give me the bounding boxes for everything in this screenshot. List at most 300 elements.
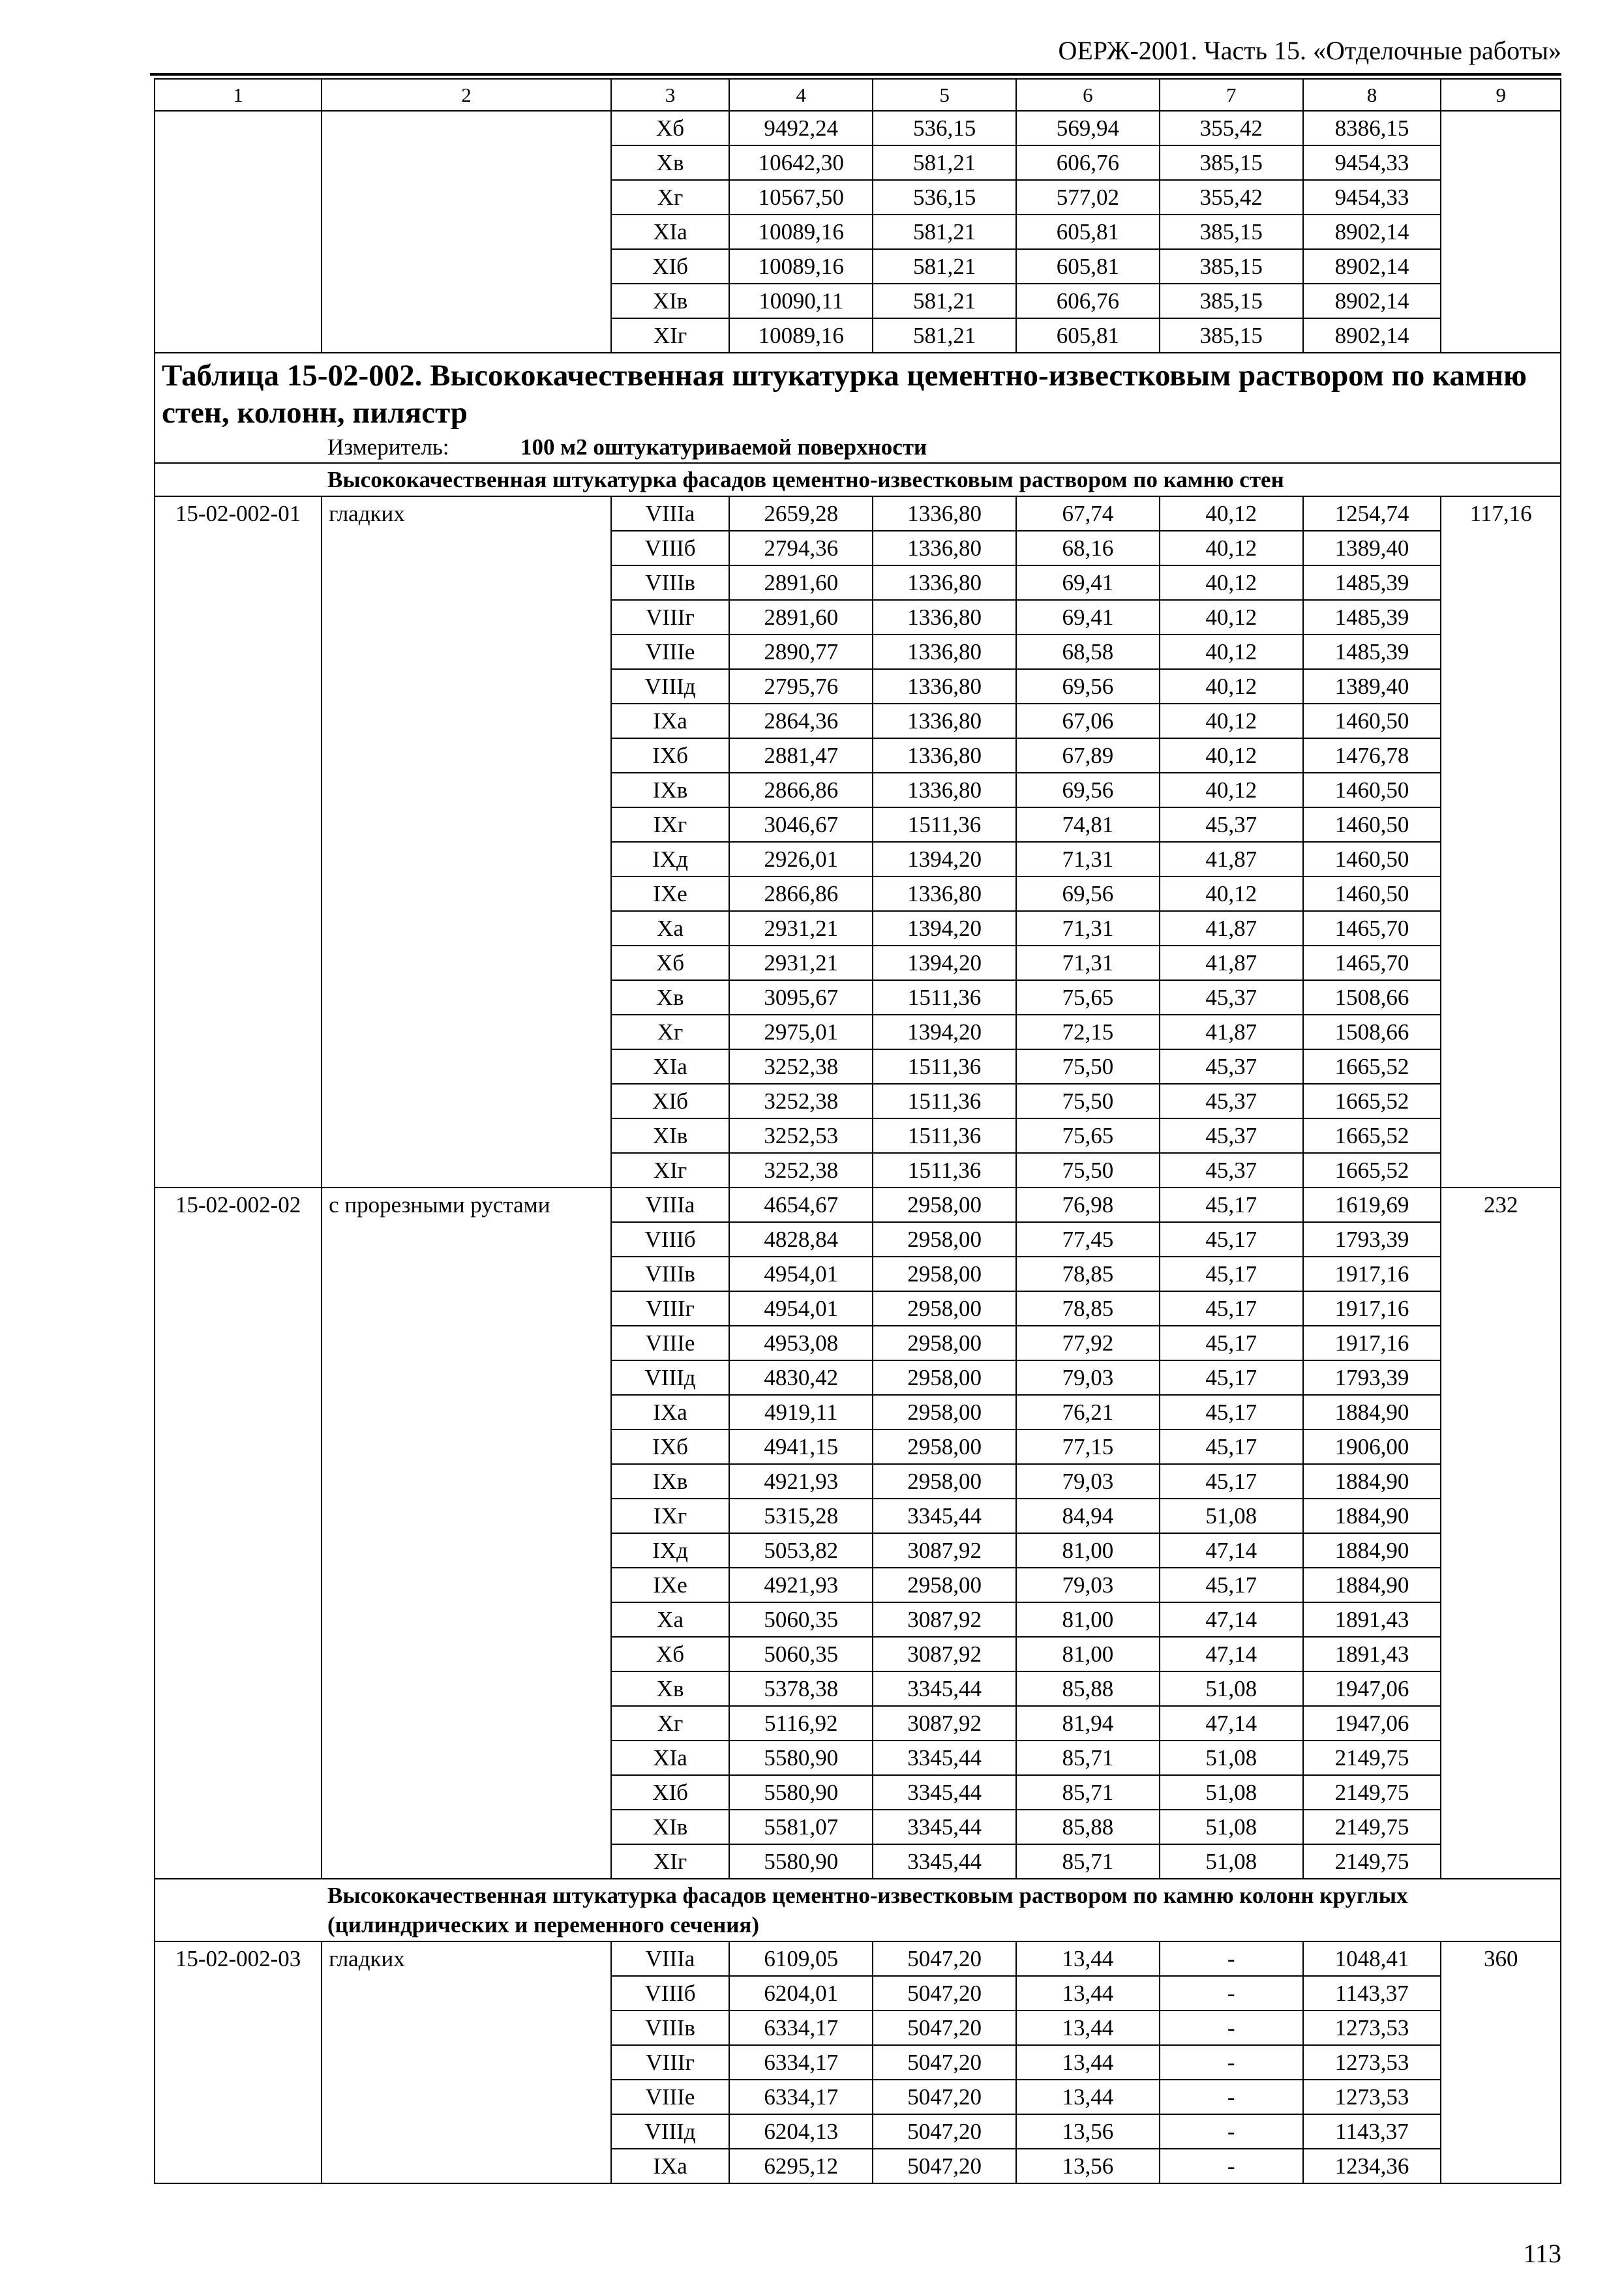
cell-district: VIIIв [611, 1257, 730, 1291]
cell-machine-costs: 71,31 [1016, 946, 1160, 980]
cell-materials: 1273,53 [1303, 2080, 1441, 2114]
cell-labor-wages: 1336,80 [873, 738, 1016, 773]
cell-labor-wages: 1511,36 [873, 1084, 1016, 1118]
cell-machine-costs: 76,21 [1016, 1395, 1160, 1429]
cell-machine-costs: 606,76 [1016, 284, 1160, 318]
cell-direct-costs: 2926,01 [729, 842, 873, 876]
cell-labor-wages: 2958,00 [873, 1464, 1016, 1499]
cell-materials: 8386,15 [1303, 111, 1441, 145]
cell-machine-costs: 78,85 [1016, 1291, 1160, 1326]
cell-materials: 1793,39 [1303, 1222, 1441, 1257]
cell-labor-wages: 1336,80 [873, 531, 1016, 565]
cell-materials: 1665,52 [1303, 1153, 1441, 1188]
cell-materials: 1665,52 [1303, 1049, 1441, 1084]
cell-district: Xб [611, 111, 730, 145]
cell-labor-wages: 2958,00 [873, 1222, 1016, 1257]
cell-machine-costs: 68,16 [1016, 531, 1160, 565]
cell-labor-wages: 2958,00 [873, 1429, 1016, 1464]
cell-machine-costs: 69,41 [1016, 565, 1160, 600]
cell-direct-costs: 4921,93 [729, 1568, 873, 1602]
cell-direct-costs: 5580,90 [729, 1775, 873, 1810]
cell-labor-wages: 5047,20 [873, 2149, 1016, 2183]
cell-district: IXе [611, 1568, 730, 1602]
cell-machinist-wages: 45,37 [1160, 1084, 1303, 1118]
cell-materials: 1048,41 [1303, 1941, 1441, 1976]
item-code: 15-02-002-03 [155, 1941, 322, 2183]
cell-materials: 1906,00 [1303, 1429, 1441, 1464]
cell-materials: 1460,50 [1303, 773, 1441, 807]
cell-machinist-wages: 40,12 [1160, 635, 1303, 669]
cell-machine-costs: 69,56 [1016, 669, 1160, 704]
cell-direct-costs: 4941,15 [729, 1429, 873, 1464]
cell-labor-wages: 1336,80 [873, 600, 1016, 635]
cell-machinist-wages: 40,12 [1160, 600, 1303, 635]
column-number: 4 [729, 79, 873, 111]
cell-direct-costs: 6334,17 [729, 2011, 873, 2045]
cell-direct-costs: 5060,35 [729, 1602, 873, 1637]
cell-machinist-wages: 47,14 [1160, 1533, 1303, 1568]
cell-direct-costs: 4953,08 [729, 1326, 873, 1360]
cell-labor-wages: 2958,00 [873, 1291, 1016, 1326]
cell-district: IXа [611, 1395, 730, 1429]
cell-direct-costs: 4954,01 [729, 1257, 873, 1291]
cell-materials: 1917,16 [1303, 1291, 1441, 1326]
cell-labor-wages: 2958,00 [873, 1395, 1016, 1429]
cell-machinist-wages: 40,12 [1160, 738, 1303, 773]
cell-machine-costs: 605,81 [1016, 318, 1160, 353]
cell-district: IXб [611, 1429, 730, 1464]
cell-direct-costs: 5581,07 [729, 1810, 873, 1844]
cell-machinist-wages: 45,17 [1160, 1326, 1303, 1360]
cell-labor-wages: 1394,20 [873, 946, 1016, 980]
cell-machine-costs: 85,71 [1016, 1775, 1160, 1810]
cell-direct-costs: 5060,35 [729, 1637, 873, 1671]
cell-labor-wages: 1394,20 [873, 842, 1016, 876]
cell-machine-costs: 67,06 [1016, 704, 1160, 738]
cell-district: XIа [611, 215, 730, 249]
cell-direct-costs: 4921,93 [729, 1464, 873, 1499]
cell-labor-wages: 1336,80 [873, 669, 1016, 704]
cell-code [155, 111, 322, 353]
measure-label: Измеритель: [327, 434, 449, 460]
cell-machinist-wages: 40,12 [1160, 565, 1303, 600]
cell-labor-wages: 581,21 [873, 284, 1016, 318]
cell-district: XIа [611, 1049, 730, 1084]
cell-district: VIIIг [611, 600, 730, 635]
cell-machine-costs: 577,02 [1016, 180, 1160, 215]
cell-materials: 1254,74 [1303, 496, 1441, 531]
cell-machinist-wages: 45,37 [1160, 1118, 1303, 1153]
cell-labor-wages: 1336,80 [873, 565, 1016, 600]
rates-table [154, 78, 1561, 2184]
cell-machinist-wages: 51,08 [1160, 1741, 1303, 1775]
measure-line [162, 434, 1554, 461]
cell-district: VIIIа [611, 1941, 730, 1976]
cell-district: IXг [611, 807, 730, 842]
cell-labor-wages: 3345,44 [873, 1844, 1016, 1879]
cell-machinist-wages: 45,17 [1160, 1360, 1303, 1395]
cell-district: XIб [611, 249, 730, 284]
item-name: гладких [322, 1941, 611, 2183]
column-number: 9 [1441, 79, 1561, 111]
cell-direct-costs: 6204,13 [729, 2114, 873, 2149]
cell-materials: 1619,69 [1303, 1188, 1441, 1222]
cell-direct-costs: 3095,67 [729, 980, 873, 1015]
cell-district: Xг [611, 180, 730, 215]
cell-direct-costs: 2866,86 [729, 773, 873, 807]
cell-machinist-wages: 45,17 [1160, 1257, 1303, 1291]
cell-materials: 1143,37 [1303, 2114, 1441, 2149]
cell-direct-costs: 2891,60 [729, 600, 873, 635]
cell-district: VIIIб [611, 531, 730, 565]
cell-labor-wages: 3087,92 [873, 1637, 1016, 1671]
cell-district: XIв [611, 1810, 730, 1844]
cell-machinist-wages: - [1160, 2080, 1303, 2114]
cell-district: XIа [611, 1741, 730, 1775]
cell-materials: 1465,70 [1303, 911, 1441, 946]
cell-machinist-wages: 385,15 [1160, 284, 1303, 318]
cell-district: Xг [611, 1015, 730, 1049]
cell-machine-costs: 85,71 [1016, 1844, 1160, 1879]
cell-labor-wages: 3087,92 [873, 1533, 1016, 1568]
cell-materials: 1485,39 [1303, 565, 1441, 600]
cell-machinist-wages: 355,42 [1160, 180, 1303, 215]
cell-labor-wages: 3087,92 [873, 1602, 1016, 1637]
cell-district: VIIIд [611, 1360, 730, 1395]
cell-materials: 1884,90 [1303, 1499, 1441, 1533]
cell-direct-costs: 5116,92 [729, 1706, 873, 1741]
cell-direct-costs: 2881,47 [729, 738, 873, 773]
cell-labor-wages: 3345,44 [873, 1775, 1016, 1810]
cell-district: IXд [611, 842, 730, 876]
cell-district: VIIIг [611, 1291, 730, 1326]
column-number: 3 [611, 79, 730, 111]
cell-materials: 1947,06 [1303, 1671, 1441, 1706]
cell-materials: 1476,78 [1303, 738, 1441, 773]
cell-materials: 1508,66 [1303, 980, 1441, 1015]
cell-machinist-wages: 51,08 [1160, 1775, 1303, 1810]
cell-labor-wages: 5047,20 [873, 2080, 1016, 2114]
cell-machine-costs: 76,98 [1016, 1188, 1160, 1222]
cell-direct-costs: 10090,11 [729, 284, 873, 318]
cell-machine-costs: 69,41 [1016, 600, 1160, 635]
cell-district: VIIIд [611, 669, 730, 704]
cell-direct-costs: 2975,01 [729, 1015, 873, 1049]
cell-direct-costs: 10089,16 [729, 215, 873, 249]
cell-district: IXв [611, 1464, 730, 1499]
cell-machinist-wages: 40,12 [1160, 876, 1303, 911]
table-row [155, 111, 1561, 145]
cell-direct-costs: 3046,67 [729, 807, 873, 842]
column-number: 2 [322, 79, 611, 111]
cell-machine-costs: 85,88 [1016, 1671, 1160, 1706]
cell-materials: 1485,39 [1303, 600, 1441, 635]
cell-labor-wages: 3345,44 [873, 1810, 1016, 1844]
cell-direct-costs: 5053,82 [729, 1533, 873, 1568]
table-row [155, 496, 1561, 531]
cell-district: XIг [611, 1844, 730, 1879]
cell-machinist-wages: - [1160, 1941, 1303, 1976]
cell-direct-costs: 2864,36 [729, 704, 873, 738]
cell-district: IXа [611, 2149, 730, 2183]
cell-district: VIIIа [611, 1188, 730, 1222]
cell-machinist-wages: 385,15 [1160, 249, 1303, 284]
cell-district: IXг [611, 1499, 730, 1533]
cell-machinist-wages: 385,15 [1160, 318, 1303, 353]
cell-materials: 8902,14 [1303, 284, 1441, 318]
cell-machinist-wages: 45,37 [1160, 807, 1303, 842]
cell-machine-costs: 69,56 [1016, 876, 1160, 911]
cell-labor-wages: 5047,20 [873, 1941, 1016, 1976]
cell-materials: 1460,50 [1303, 807, 1441, 842]
cell-name [322, 111, 611, 353]
section-heading: Высококачественная штукатурка фасадов цементно-известковым раствором по камню стен [155, 463, 1561, 496]
cell-district: XIг [611, 318, 730, 353]
cell-materials: 1884,90 [1303, 1533, 1441, 1568]
cell-materials: 1273,53 [1303, 2045, 1441, 2080]
cell-machinist-wages: 40,12 [1160, 704, 1303, 738]
cell-materials: 8902,14 [1303, 215, 1441, 249]
cell-materials: 1947,06 [1303, 1706, 1441, 1741]
cell-direct-costs: 6334,17 [729, 2080, 873, 2114]
cell-labor-wages: 3345,44 [873, 1671, 1016, 1706]
cell-labor-wages: 581,21 [873, 249, 1016, 284]
cell-machine-costs: 67,74 [1016, 496, 1160, 531]
cell-machinist-wages: - [1160, 2045, 1303, 2080]
cell-machine-costs: 69,56 [1016, 773, 1160, 807]
cell-machine-costs: 79,03 [1016, 1568, 1160, 1602]
cell-direct-costs: 10089,16 [729, 249, 873, 284]
cell-machinist-wages: 45,17 [1160, 1464, 1303, 1499]
cell-machine-costs: 71,31 [1016, 842, 1160, 876]
cell-machine-costs: 71,31 [1016, 911, 1160, 946]
page-header: ОЕРЖ-2001. Часть 15. «Отделочные работы» [1058, 36, 1561, 65]
cell-materials: 1917,16 [1303, 1257, 1441, 1291]
cell-district: XIг [611, 1153, 730, 1188]
cell-direct-costs: 5580,90 [729, 1741, 873, 1775]
cell-district: Xв [611, 1671, 730, 1706]
cell-machine-costs: 13,56 [1016, 2149, 1160, 2183]
cell-direct-costs: 2931,21 [729, 946, 873, 980]
cell-district: IXв [611, 773, 730, 807]
cell-machine-costs: 13,44 [1016, 2011, 1160, 2045]
cell-machinist-wages: 40,12 [1160, 496, 1303, 531]
cell-machine-costs: 74,81 [1016, 807, 1160, 842]
column-number: 8 [1303, 79, 1441, 111]
cell-machine-costs: 605,81 [1016, 215, 1160, 249]
cell-district: VIIIд [611, 2114, 730, 2149]
cell-direct-costs: 5315,28 [729, 1499, 873, 1533]
item-col9: 232 [1441, 1188, 1561, 1879]
cell-machine-costs: 75,50 [1016, 1049, 1160, 1084]
section-heading: Высококачественная штукатурка фасадов цементно-известковым раствором по камню колонн круглых (цилиндрических и переменного сечения) [155, 1879, 1561, 1941]
cell-labor-wages: 3345,44 [873, 1741, 1016, 1775]
cell-machine-costs: 81,94 [1016, 1706, 1160, 1741]
cell-machine-costs: 78,85 [1016, 1257, 1160, 1291]
cell-machinist-wages: 45,17 [1160, 1222, 1303, 1257]
cell-machine-costs: 85,88 [1016, 1810, 1160, 1844]
cell-direct-costs: 3252,38 [729, 1084, 873, 1118]
cell-machine-costs: 72,15 [1016, 1015, 1160, 1049]
cell-district: Xа [611, 911, 730, 946]
cell-direct-costs: 2891,60 [729, 565, 873, 600]
cell-materials: 1665,52 [1303, 1084, 1441, 1118]
cell-materials: 1891,43 [1303, 1637, 1441, 1671]
cell-labor-wages: 5047,20 [873, 2045, 1016, 2080]
cell-direct-costs: 2794,36 [729, 531, 873, 565]
cell-materials: 1793,39 [1303, 1360, 1441, 1395]
cell-district: VIIIв [611, 2011, 730, 2045]
cell-materials: 8902,14 [1303, 318, 1441, 353]
cell-labor-wages: 5047,20 [873, 2011, 1016, 2045]
cell-machine-costs: 77,15 [1016, 1429, 1160, 1464]
column-number: 6 [1016, 79, 1160, 111]
item-col9: 117,16 [1441, 496, 1561, 1188]
cell-machine-costs: 84,94 [1016, 1499, 1160, 1533]
cell-machinist-wages: 51,08 [1160, 1499, 1303, 1533]
column-number-row [155, 79, 1561, 111]
cell-direct-costs: 10567,50 [729, 180, 873, 215]
cell-direct-costs: 6295,12 [729, 2149, 873, 2183]
page-number: 113 [1523, 2239, 1561, 2268]
cell-machinist-wages: 41,87 [1160, 911, 1303, 946]
cell-labor-wages: 1511,36 [873, 807, 1016, 842]
table-title: Таблица 15-02-002. Высококачественная штукатурка цементно-известковым раствором по камню стен, колонн, пилястр [162, 359, 1527, 430]
cell-labor-wages: 1511,36 [873, 1153, 1016, 1188]
cell-district: Xв [611, 980, 730, 1015]
cell-machine-costs: 67,89 [1016, 738, 1160, 773]
cell-district: VIIIб [611, 1222, 730, 1257]
cell-materials: 1389,40 [1303, 669, 1441, 704]
cell-machinist-wages: 45,17 [1160, 1429, 1303, 1464]
cell-machine-costs: 13,44 [1016, 2045, 1160, 2080]
cell-district: VIIIб [611, 1976, 730, 2011]
cell-direct-costs: 5378,38 [729, 1671, 873, 1706]
cell-labor-wages: 3345,44 [873, 1499, 1016, 1533]
cell-labor-wages: 1511,36 [873, 1118, 1016, 1153]
cell-labor-wages: 1511,36 [873, 1049, 1016, 1084]
cell-machinist-wages: 47,14 [1160, 1637, 1303, 1671]
cell-district: XIв [611, 284, 730, 318]
cell-labor-wages: 2958,00 [873, 1568, 1016, 1602]
cell-materials: 8902,14 [1303, 249, 1441, 284]
cell-machine-costs: 77,45 [1016, 1222, 1160, 1257]
cell-machinist-wages: 45,17 [1160, 1568, 1303, 1602]
cell-machinist-wages: 41,87 [1160, 946, 1303, 980]
table-header-cell [155, 353, 1561, 463]
cell-machine-costs: 77,92 [1016, 1326, 1160, 1360]
cell-direct-costs: 4919,11 [729, 1395, 873, 1429]
cell-materials: 1460,50 [1303, 876, 1441, 911]
cell-machinist-wages: 385,15 [1160, 215, 1303, 249]
cell-materials: 2149,75 [1303, 1844, 1441, 1879]
cell-materials: 1389,40 [1303, 531, 1441, 565]
cell-materials: 2149,75 [1303, 1741, 1441, 1775]
cell-materials: 1485,39 [1303, 635, 1441, 669]
cell-machinist-wages: 40,12 [1160, 531, 1303, 565]
cell-materials: 2149,75 [1303, 1810, 1441, 1844]
cell-machine-costs: 85,71 [1016, 1741, 1160, 1775]
cell-machine-costs: 13,56 [1016, 2114, 1160, 2149]
cell-labor-wages: 1336,80 [873, 876, 1016, 911]
cell-machinist-wages: 45,17 [1160, 1291, 1303, 1326]
cell-materials: 1917,16 [1303, 1326, 1441, 1360]
table-header-row [155, 353, 1561, 463]
cell-direct-costs: 6109,05 [729, 1941, 873, 1976]
cell-machinist-wages: - [1160, 2114, 1303, 2149]
cell-machinist-wages: - [1160, 2149, 1303, 2183]
cell-machinist-wages: - [1160, 1976, 1303, 2011]
item-name: гладких [322, 496, 611, 1188]
cell-direct-costs: 5580,90 [729, 1844, 873, 1879]
cell-direct-costs: 4830,42 [729, 1360, 873, 1395]
table-row [155, 1941, 1561, 1976]
cell-labor-wages: 1336,80 [873, 635, 1016, 669]
cell-district: VIIIе [611, 2080, 730, 2114]
cell-materials: 1884,90 [1303, 1464, 1441, 1499]
cell-machinist-wages: 51,08 [1160, 1810, 1303, 1844]
cell-district: XIв [611, 1118, 730, 1153]
cell-direct-costs: 2659,28 [729, 496, 873, 531]
table-row [155, 1188, 1561, 1222]
cell-machine-costs: 79,03 [1016, 1464, 1160, 1499]
cell-direct-costs: 3252,53 [729, 1118, 873, 1153]
cell-machine-costs: 75,50 [1016, 1084, 1160, 1118]
cell-direct-costs: 2931,21 [729, 911, 873, 946]
cell-materials: 9454,33 [1303, 180, 1441, 215]
cell-district: Xг [611, 1706, 730, 1741]
item-code: 15-02-002-01 [155, 496, 322, 1188]
cell-direct-costs: 10089,16 [729, 318, 873, 353]
cell-direct-costs: 4954,01 [729, 1291, 873, 1326]
cell-machinist-wages: 45,37 [1160, 980, 1303, 1015]
cell-labor-wages: 1336,80 [873, 496, 1016, 531]
cell-machinist-wages: 385,15 [1160, 145, 1303, 180]
cell-district: XIб [611, 1084, 730, 1118]
cell-direct-costs: 4654,67 [729, 1188, 873, 1222]
cell-direct-costs: 3252,38 [729, 1153, 873, 1188]
cell-district: IXа [611, 704, 730, 738]
cell-labor-wages: 1336,80 [873, 773, 1016, 807]
cell-machinist-wages: - [1160, 2011, 1303, 2045]
cell-direct-costs: 2866,86 [729, 876, 873, 911]
cell-labor-wages: 581,21 [873, 215, 1016, 249]
cell-labor-wages: 1394,20 [873, 911, 1016, 946]
cell-labor-wages: 1336,80 [873, 704, 1016, 738]
cell-district: Xв [611, 145, 730, 180]
cell-col9 [1441, 111, 1561, 353]
cell-direct-costs: 2795,76 [729, 669, 873, 704]
cell-materials: 9454,33 [1303, 145, 1441, 180]
cell-machinist-wages: 47,14 [1160, 1706, 1303, 1741]
cell-materials: 1465,70 [1303, 946, 1441, 980]
cell-labor-wages: 1394,20 [873, 1015, 1016, 1049]
cell-materials: 1884,90 [1303, 1568, 1441, 1602]
cell-district: VIIIе [611, 1326, 730, 1360]
cell-direct-costs: 6334,17 [729, 2045, 873, 2080]
cell-district: VIIIа [611, 496, 730, 531]
cell-machinist-wages: 40,12 [1160, 773, 1303, 807]
item-name: с прорезными рустами [322, 1188, 611, 1879]
cell-direct-costs: 2890,77 [729, 635, 873, 669]
measure-value: 100 м2 оштукатуриваемой поверхности [520, 434, 927, 460]
cell-labor-wages: 2958,00 [873, 1326, 1016, 1360]
cell-machine-costs: 13,44 [1016, 1941, 1160, 1976]
cell-labor-wages: 581,21 [873, 318, 1016, 353]
cell-direct-costs: 10642,30 [729, 145, 873, 180]
cell-machine-costs: 81,00 [1016, 1602, 1160, 1637]
cell-labor-wages: 3087,92 [873, 1706, 1016, 1741]
